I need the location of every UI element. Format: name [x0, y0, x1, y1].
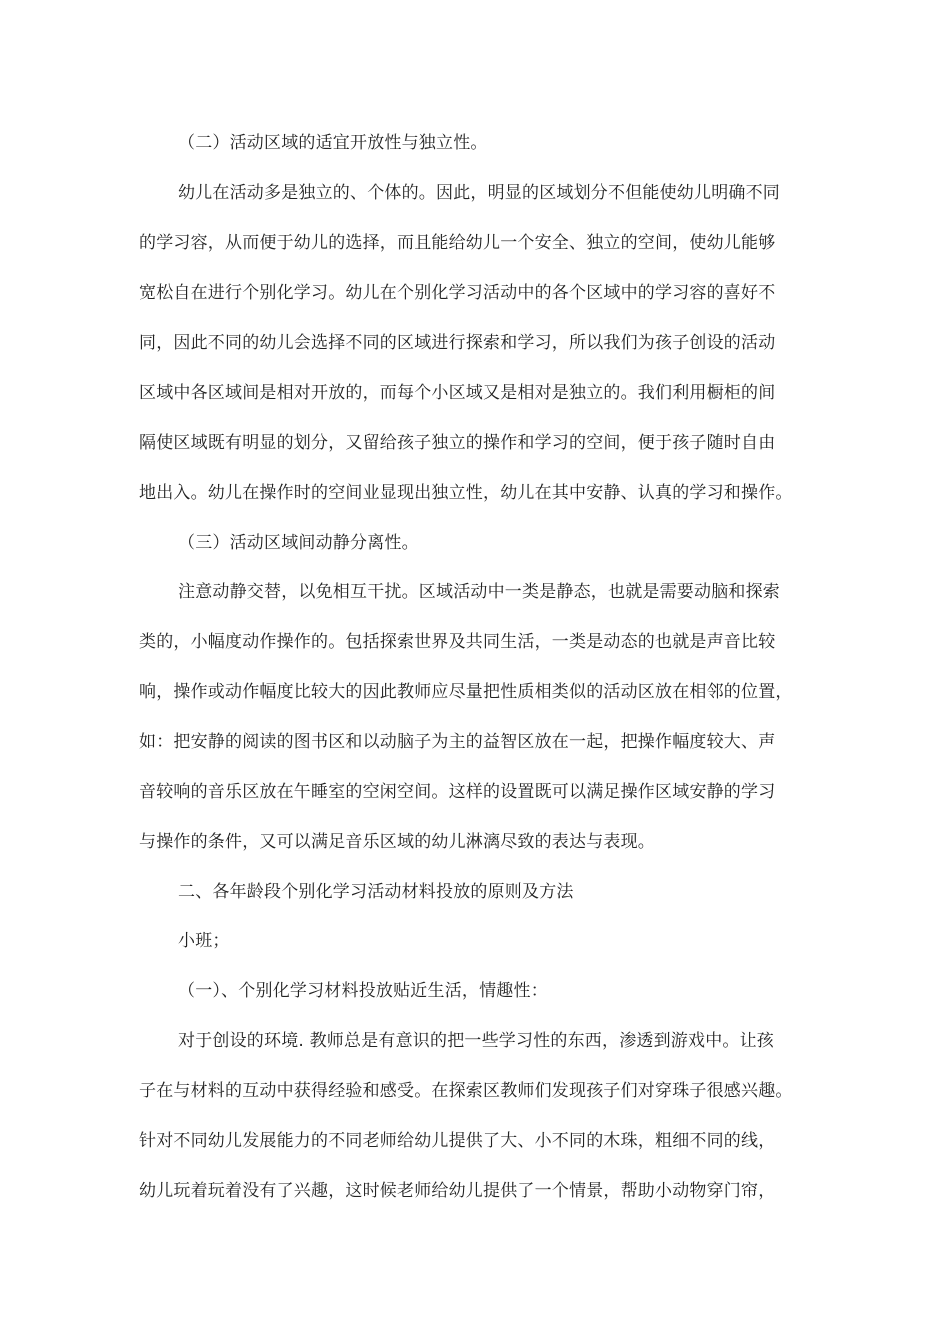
section-heading-3: （三）活动区域间动静分离性。	[178, 533, 419, 553]
paragraph-line: 响，操作或动作幅度比较大的因此教师应尽量把性质相类似的活动区放在相邻的位置，	[139, 682, 793, 702]
paragraph-line: 幼儿玩着玩着没有了兴趣，这时候老师给幼儿提供了一个情景，帮助小动物穿门帘，	[139, 1181, 776, 1201]
paragraph-line: 注意动静交替，以免相互干扰。区域活动中一类是静态，也就是需要动脑和探索	[178, 582, 780, 602]
section-heading-1: （一）、个别化学习材料投放贴近生活，情趣性：	[178, 981, 548, 1001]
paragraph-line: 子在与材料的互动中获得经验和感受。在探索区教师们发现孩子们对穿珠子很感兴趣。	[139, 1081, 793, 1101]
paragraph-line: 如：把安静的阅读的图书区和以动脑子为主的益智区放在一起，把操作幅度较大、声	[139, 732, 776, 752]
paragraph-line: 地出入。幼儿在操作时的空间业显现出独立性，幼儿在其中安静、认真的学习和操作。	[139, 483, 793, 503]
chapter-heading: 二、各年龄段个别化学习活动材料投放的原则及方法	[178, 882, 574, 902]
section-heading-2: （二）活动区域的适宜开放性与独立性。	[178, 133, 488, 153]
paragraph-line: 幼儿在活动多是独立的、个体的。因此，明显的区域划分不但能使幼儿明确不同	[178, 183, 780, 203]
paragraph-line: 针对不同幼儿发展能力的不同老师给幼儿提供了大、小不同的木珠，粗细不同的线，	[139, 1131, 776, 1151]
paragraph-line: 与操作的条件，又可以满足音乐区域的幼儿淋漓尽致的表达与表现。	[139, 832, 655, 852]
paragraph-line: 区域中各区域间是相对开放的，而每个小区域又是相对是独立的。我们利用橱柜的间	[139, 383, 776, 403]
paragraph-line: 的学习容，从而便于幼儿的选择，而且能给幼儿一个安全、独立的空间，使幼儿能够	[139, 233, 776, 253]
paragraph-line: 音较响的音乐区放在午睡室的空闲空间。这样的设置既可以满足操作区域安静的学习	[139, 782, 776, 802]
paragraph-line: 同，因此不同的幼儿会选择不同的区域进行探索和学习，所以我们为孩子创设的活动	[139, 333, 776, 353]
paragraph-line: 对于创设的环境. 教师总是有意识的把一些学习性的东西，渗透到游戏中。让孩	[178, 1031, 775, 1051]
paragraph-line: 宽松自在进行个别化学习。幼儿在个别化学习活动中的各个区域中的学习容的喜好不	[139, 283, 776, 303]
subsection-label: 小班；	[178, 931, 230, 951]
paragraph-line: 类的，小幅度动作操作的。包括探索世界及共同生活，一类是动态的也就是声音比较	[139, 632, 776, 652]
paragraph-line: 隔使区域既有明显的划分，又留给孩子独立的操作和学习的空间，便于孩子随时自由	[139, 433, 776, 453]
